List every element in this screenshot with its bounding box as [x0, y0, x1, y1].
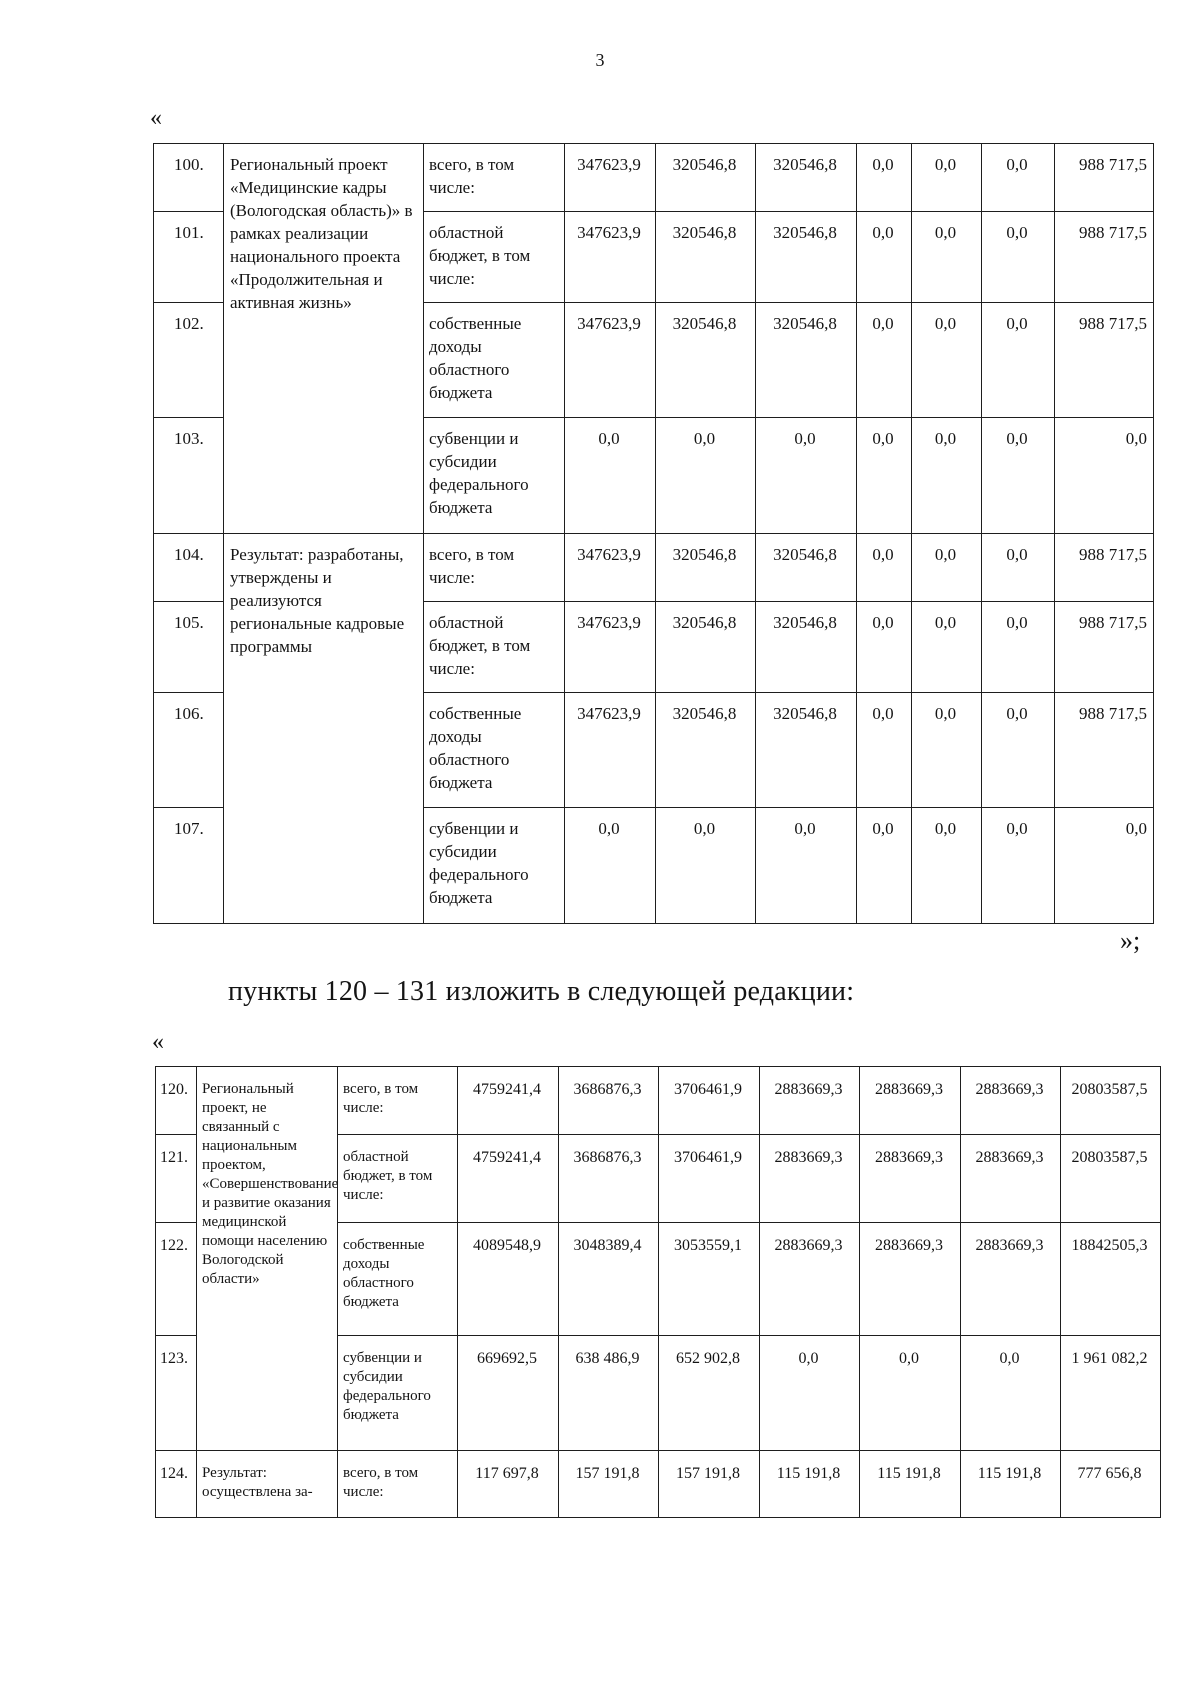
value-cell: 3686876,3: [559, 1135, 659, 1223]
funding-source: областной бюджет, в том числе:: [424, 212, 565, 303]
value-cell: 2883669,3: [860, 1135, 961, 1223]
row-number: 123.: [156, 1336, 197, 1451]
funding-source: субвенции и субсидии федерального бюджета: [424, 808, 565, 924]
row-number: 106.: [154, 693, 224, 808]
row-number: 103.: [154, 418, 224, 534]
table-row: [154, 534, 1154, 602]
value-cell: 0,0: [912, 212, 982, 303]
value-cell: 320546,8: [756, 693, 857, 808]
amendment-instruction: пункты 120 – 131 изложить в следующей редакции:: [228, 976, 855, 1007]
value-cell: 320546,8: [656, 602, 756, 693]
total-cell: 988 717,5: [1055, 212, 1154, 303]
financing-table-2: [155, 1066, 1161, 1518]
value-cell: 320546,8: [656, 144, 756, 212]
row-number: 101.: [154, 212, 224, 303]
table-row: [156, 1067, 1161, 1135]
value-cell: 0,0: [857, 418, 912, 534]
closing-quote-mark: »;: [1120, 926, 1141, 955]
total-cell: 988 717,5: [1055, 602, 1154, 693]
value-cell: 347623,9: [565, 212, 656, 303]
value-cell: 0,0: [912, 303, 982, 418]
value-cell: 0,0: [912, 693, 982, 808]
value-cell: 320546,8: [656, 693, 756, 808]
value-cell: 320546,8: [656, 534, 756, 602]
value-cell: 0,0: [857, 144, 912, 212]
row-number: 120.: [156, 1067, 197, 1135]
value-cell: 0,0: [982, 418, 1055, 534]
funding-source: субвенции и субсидии федерального бюджета: [424, 418, 565, 534]
value-cell: 4759241,4: [458, 1135, 559, 1223]
funding-source: всего, в том числе:: [424, 144, 565, 212]
value-cell: 2883669,3: [961, 1223, 1061, 1336]
value-cell: 0,0: [982, 602, 1055, 693]
value-cell: 0,0: [656, 808, 756, 924]
value-cell: 320546,8: [756, 144, 857, 212]
value-cell: 638 486,9: [559, 1336, 659, 1451]
value-cell: 0,0: [982, 534, 1055, 602]
value-cell: 320546,8: [656, 212, 756, 303]
table-row: [154, 144, 1154, 212]
value-cell: 0,0: [857, 303, 912, 418]
total-cell: 988 717,5: [1055, 693, 1154, 808]
funding-source: всего, в том числе:: [424, 534, 565, 602]
value-cell: 117 697,8: [458, 1451, 559, 1518]
row-number: 107.: [154, 808, 224, 924]
value-cell: 347623,9: [565, 144, 656, 212]
value-cell: 320546,8: [656, 303, 756, 418]
value-cell: 347623,9: [565, 303, 656, 418]
value-cell: 3706461,9: [659, 1135, 760, 1223]
value-cell: 669692,5: [458, 1336, 559, 1451]
value-cell: 652 902,8: [659, 1336, 760, 1451]
value-cell: 320546,8: [756, 602, 857, 693]
project-description: Региональный проект «Медицинские кадры (Вологодская область)» в рамках реализации национального проекта «Продолжительная и активная жизнь»: [224, 144, 424, 534]
value-cell: 320546,8: [756, 303, 857, 418]
value-cell: 320546,8: [756, 534, 857, 602]
value-cell: 0,0: [961, 1336, 1061, 1451]
value-cell: 0,0: [857, 534, 912, 602]
value-cell: 0,0: [857, 212, 912, 303]
value-cell: 0,0: [912, 534, 982, 602]
page-number: 3: [595, 50, 605, 70]
funding-source: собственные доходы областного бюджета: [338, 1223, 458, 1336]
opening-quote-mark: «: [152, 1029, 164, 1055]
value-cell: 0,0: [912, 602, 982, 693]
value-cell: 0,0: [756, 418, 857, 534]
opening-quote-mark: «: [150, 105, 162, 131]
value-cell: 2883669,3: [760, 1223, 860, 1336]
value-cell: 115 191,8: [860, 1451, 961, 1518]
row-number: 105.: [154, 602, 224, 693]
project-description: Региональный проект, не связанный с национальным проектом, «Совершенствование и развитие оказания медицинской помощи населению Вологодской области»: [197, 1067, 338, 1451]
total-cell: 1 961 082,2: [1061, 1336, 1161, 1451]
value-cell: 0,0: [982, 808, 1055, 924]
value-cell: 157 191,8: [559, 1451, 659, 1518]
value-cell: 0,0: [857, 602, 912, 693]
value-cell: 3053559,1: [659, 1223, 760, 1336]
total-cell: 0,0: [1055, 418, 1154, 534]
total-cell: 988 717,5: [1055, 534, 1154, 602]
value-cell: 2883669,3: [961, 1067, 1061, 1135]
row-number: 124.: [156, 1451, 197, 1518]
row-number: 102.: [154, 303, 224, 418]
value-cell: 3048389,4: [559, 1223, 659, 1336]
result-description: Результат: разработаны, утверждены и реализуются региональные кадровые программы: [224, 534, 424, 924]
row-number: 100.: [154, 144, 224, 212]
value-cell: 4759241,4: [458, 1067, 559, 1135]
value-cell: 0,0: [857, 693, 912, 808]
value-cell: 0,0: [656, 418, 756, 534]
value-cell: 0,0: [857, 808, 912, 924]
value-cell: 0,0: [565, 418, 656, 534]
funding-source: собственные доходы областного бюджета: [424, 693, 565, 808]
value-cell: 115 191,8: [961, 1451, 1061, 1518]
value-cell: 2883669,3: [760, 1135, 860, 1223]
value-cell: 0,0: [982, 303, 1055, 418]
value-cell: 2883669,3: [860, 1067, 961, 1135]
row-number: 122.: [156, 1223, 197, 1336]
value-cell: 0,0: [860, 1336, 961, 1451]
value-cell: 347623,9: [565, 534, 656, 602]
total-cell: 20803587,5: [1061, 1067, 1161, 1135]
value-cell: 0,0: [912, 418, 982, 534]
table-row: [156, 1451, 1161, 1518]
row-number: 104.: [154, 534, 224, 602]
value-cell: 157 191,8: [659, 1451, 760, 1518]
value-cell: 3686876,3: [559, 1067, 659, 1135]
value-cell: 0,0: [982, 693, 1055, 808]
total-cell: 777 656,8: [1061, 1451, 1161, 1518]
value-cell: 320546,8: [756, 212, 857, 303]
value-cell: 0,0: [982, 144, 1055, 212]
value-cell: 0,0: [756, 808, 857, 924]
result-description: Результат: осуществлена за-: [197, 1451, 338, 1518]
value-cell: 2883669,3: [961, 1135, 1061, 1223]
total-cell: 18842505,3: [1061, 1223, 1161, 1336]
value-cell: 115 191,8: [760, 1451, 860, 1518]
funding-source: субвенции и субсидии федерального бюджета: [338, 1336, 458, 1451]
total-cell: 20803587,5: [1061, 1135, 1161, 1223]
total-cell: 988 717,5: [1055, 144, 1154, 212]
value-cell: 347623,9: [565, 602, 656, 693]
row-number: 121.: [156, 1135, 197, 1223]
value-cell: 0,0: [565, 808, 656, 924]
funding-source: всего, в том числе:: [338, 1451, 458, 1518]
value-cell: 3706461,9: [659, 1067, 760, 1135]
value-cell: 0,0: [912, 144, 982, 212]
value-cell: 0,0: [760, 1336, 860, 1451]
total-cell: 988 717,5: [1055, 303, 1154, 418]
value-cell: 2883669,3: [760, 1067, 860, 1135]
funding-source: областной бюджет, в том числе:: [338, 1135, 458, 1223]
financing-table-1: [153, 143, 1154, 924]
funding-source: всего, в том числе:: [338, 1067, 458, 1135]
total-cell: 0,0: [1055, 808, 1154, 924]
funding-source: областной бюджет, в том числе:: [424, 602, 565, 693]
value-cell: 2883669,3: [860, 1223, 961, 1336]
value-cell: 0,0: [912, 808, 982, 924]
value-cell: 347623,9: [565, 693, 656, 808]
value-cell: 4089548,9: [458, 1223, 559, 1336]
value-cell: 0,0: [982, 212, 1055, 303]
funding-source: собственные доходы областного бюджета: [424, 303, 565, 418]
